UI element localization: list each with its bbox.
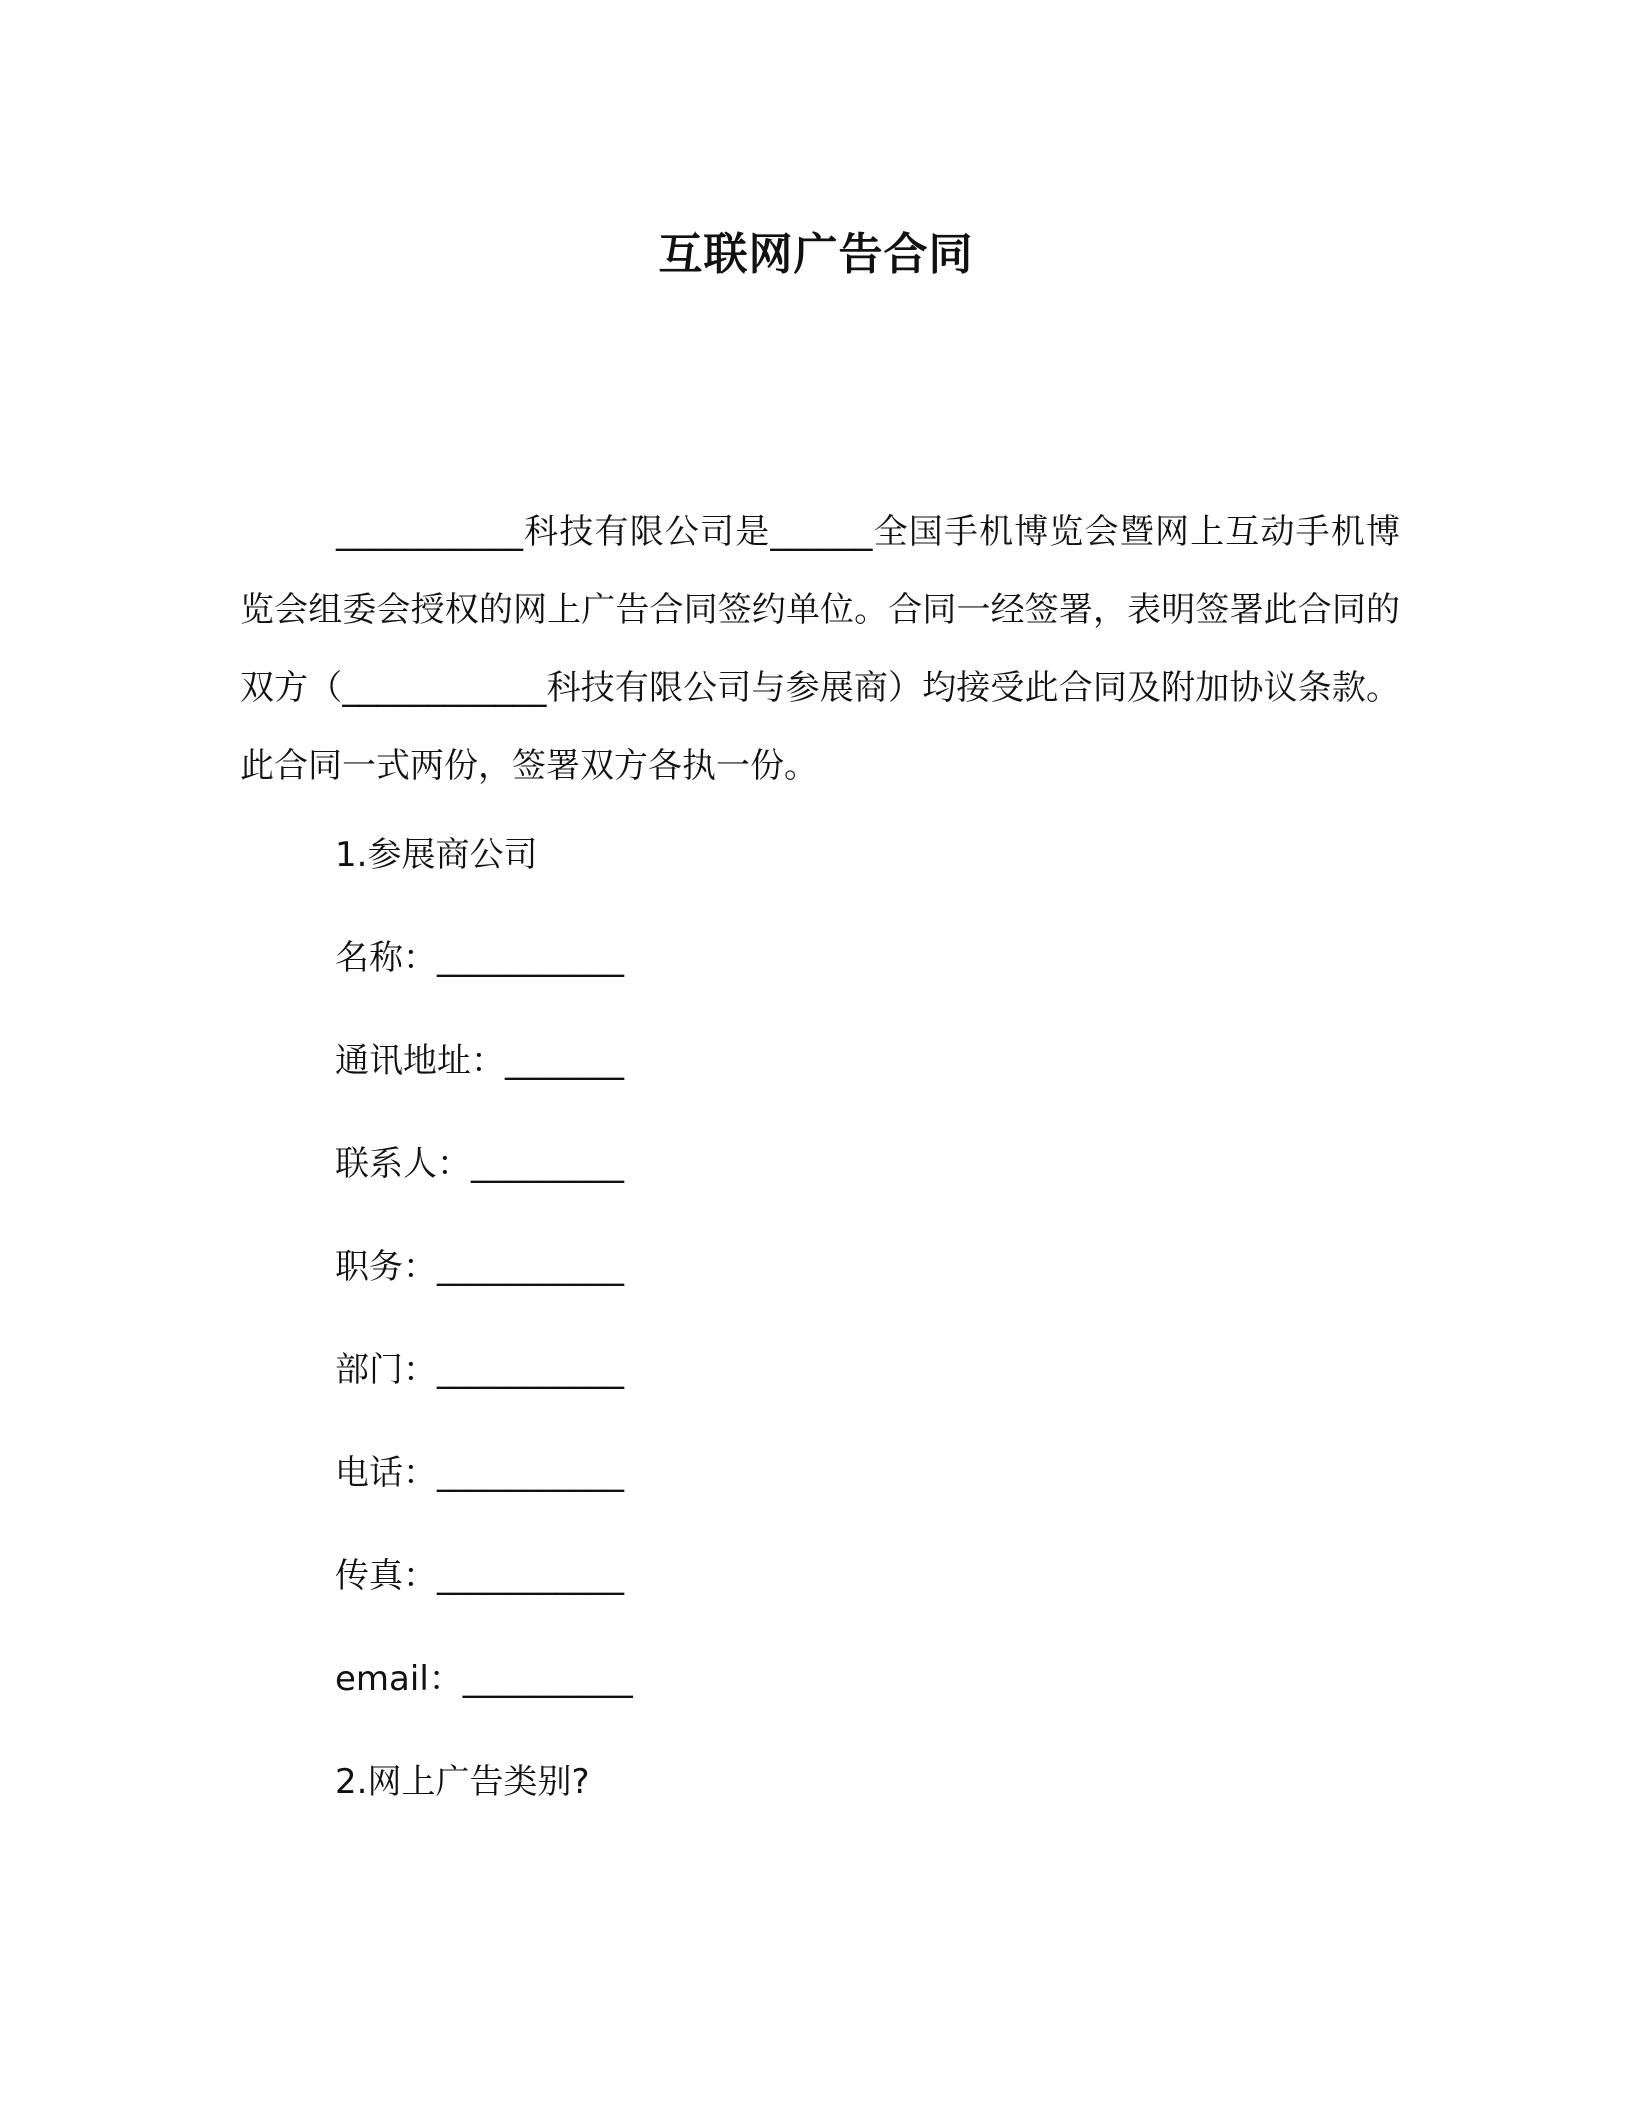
field-label: 传真： — [335, 1556, 437, 1596]
field-blank: ___________ — [437, 938, 624, 978]
field-contact-person — [335, 1139, 624, 1189]
field-label: 部门： — [335, 1350, 437, 1390]
field-email — [335, 1654, 633, 1704]
field-department — [335, 1345, 624, 1395]
field-blank: ___________ — [437, 1453, 624, 1493]
field-blank: ___________ — [437, 1350, 624, 1390]
section-heading-ad-category: 2.网上广告类别? — [335, 1762, 590, 1802]
section-heading-exhibitor: 1.参展商公司 — [335, 835, 538, 875]
field-blank: _______ — [505, 1041, 624, 1081]
field-label: 联系人： — [335, 1144, 471, 1184]
field-blank: ___________ — [437, 1556, 624, 1596]
field-name — [335, 933, 624, 983]
document-title: 互联网广告合同 — [658, 229, 974, 280]
field-blank: ___________ — [437, 1247, 624, 1287]
field-blank: __________ — [462, 1659, 633, 1699]
field-address — [335, 1036, 624, 1086]
field-position — [335, 1242, 624, 1292]
field-label: 职务： — [335, 1247, 437, 1287]
field-blank: _________ — [471, 1144, 624, 1184]
field-label: 通讯地址： — [335, 1041, 505, 1081]
intro-paragraph: ___________科技有限公司是______全国手机博览会暨网上互动手机博览会组委会授权的网上广告合同签约单位。合同一经签署，表明签署此合同的双方（____________科技有限公司与参展商）均接受此合同及附加协议条款。此合同一式两份，签署双方各执一份。 — [240, 512, 1400, 786]
field-label: 电话： — [335, 1453, 437, 1493]
field-phone — [335, 1448, 624, 1498]
field-fax — [335, 1551, 624, 1601]
field-label: 名称： — [335, 938, 437, 978]
field-label: email： — [335, 1659, 463, 1699]
